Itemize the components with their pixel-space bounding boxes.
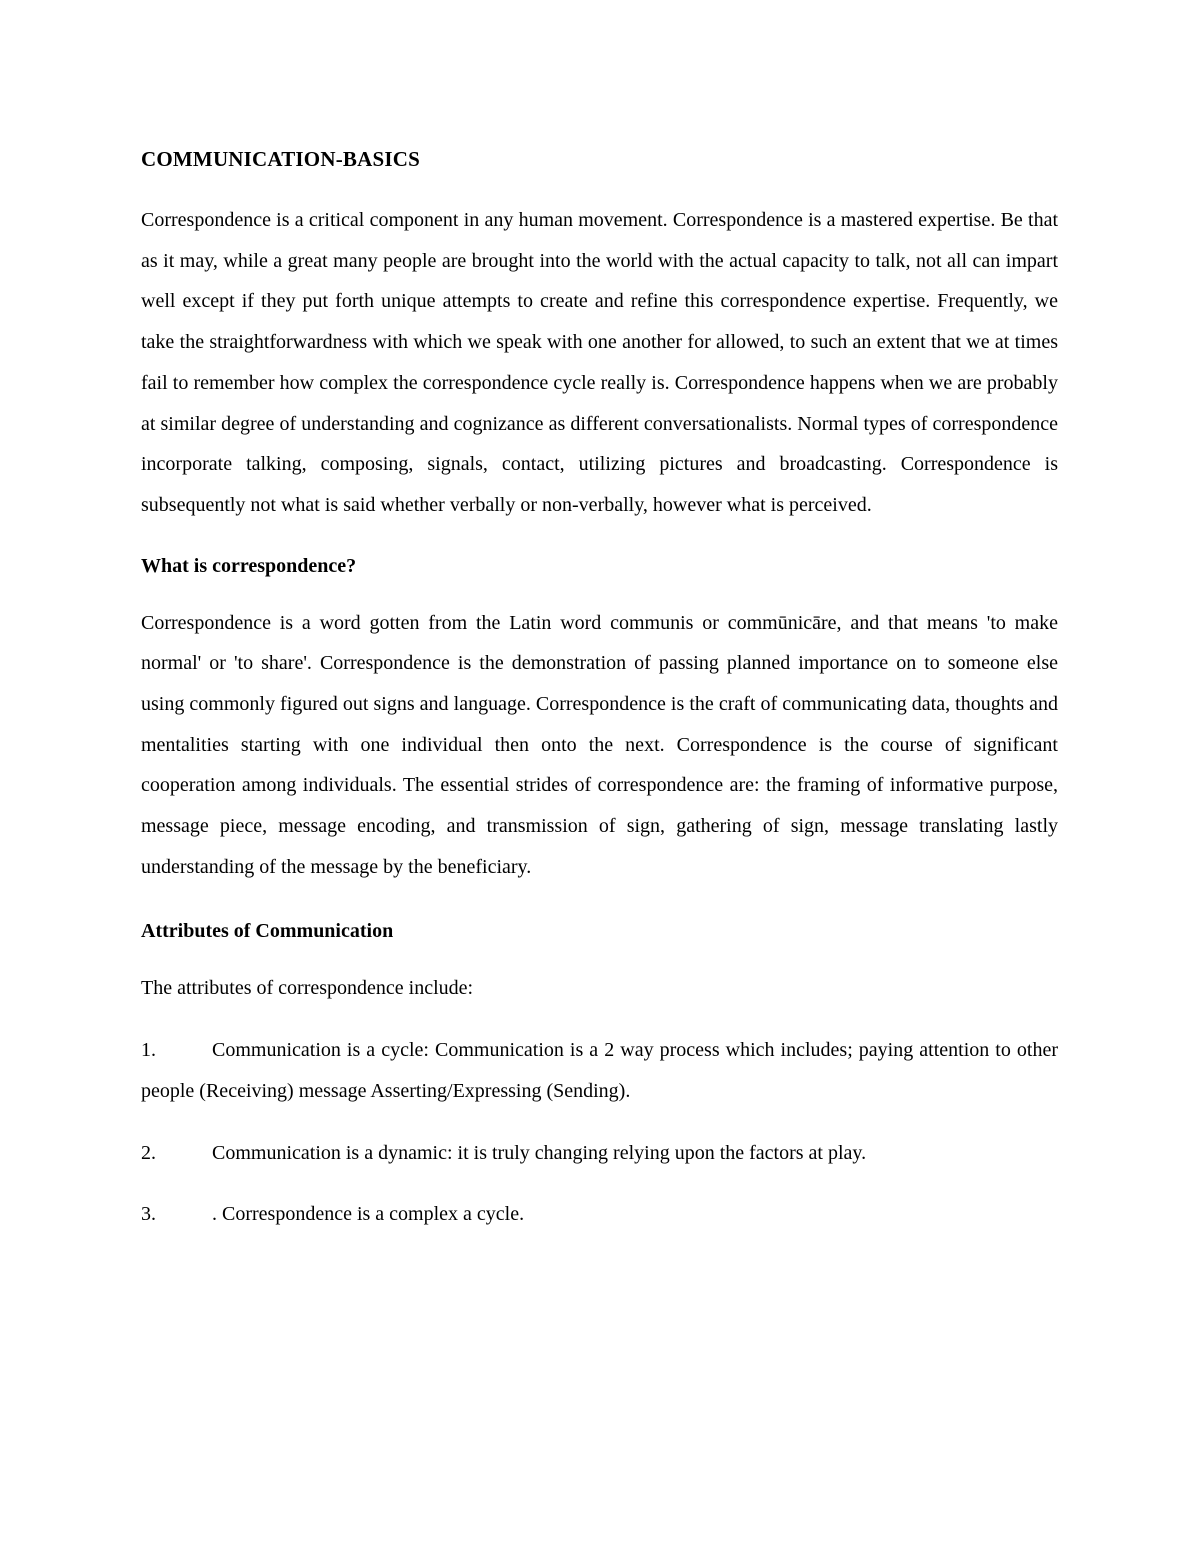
list-item-number: 1. xyxy=(141,1039,156,1062)
list-item xyxy=(141,1133,1058,1174)
list-item-text: Communication is a dynamic: it is truly changing relying upon the factors at play. xyxy=(212,1141,867,1164)
list-item xyxy=(141,1194,1058,1235)
list-item-number: 3. xyxy=(141,1203,156,1226)
document-body xyxy=(141,142,1058,1256)
section-heading-what-is-correspondence: What is correspondence? xyxy=(141,554,357,577)
list-item xyxy=(141,1030,1058,1111)
definition-paragraph: Correspondence is a word gotten from the Latin word communis or commūnicāre, and that means 'to make normal' or 'to share'. Correspondence is the demonstration of passing planned importance on to someone else using commonly figured out signs and language. Correspondence is the craft of communicating data, thoughts and mentalities starting with one individual then onto the next. Correspondence is the course of significant cooperation among individuals. The essential strides of correspondence are: the framing of informative purpose, message piece, message encoding, and transmission of sign, gathering of sign, message translating lastly understanding of the message by the beneficiary. xyxy=(141,611,1058,878)
document-title: COMMUNICATION-BASICS xyxy=(141,147,420,171)
intro-paragraph: Correspondence is a critical component in any human movement. Correspondence is a mastered expertise. Be that as it may, while a great many people are brought into the world with the actual capacity to talk, not all can impart well except if they put forth unique attempts to create and refine this correspondence expertise. Frequently, we take the straightforwardness with which we speak with one another for allowed, to such an extent that we at times fail to remember how complex the correspondence cycle really is. Correspondence happens when we are probably at similar degree of understanding and cognizance as different conversationalists. Normal types of correspondence incorporate talking, composing, signals, contact, utilizing pictures and broadcasting. Correspondence is subsequently not what is said whether verbally or non-verbally, however what is perceived. xyxy=(141,209,1058,516)
section-heading-attributes: Attributes of Communication xyxy=(141,919,394,942)
attributes-lead-paragraph: The attributes of correspondence include: xyxy=(141,976,474,999)
list-item-text: . Correspondence is a complex a cycle. xyxy=(212,1203,525,1226)
list-item-number: 2. xyxy=(141,1141,156,1164)
list-item-text: Communication is a cycle: Communication is a 2 way process which includes; paying attention to other people (Receiving) message Asserting/Expressing (Sending). xyxy=(141,1039,1058,1102)
